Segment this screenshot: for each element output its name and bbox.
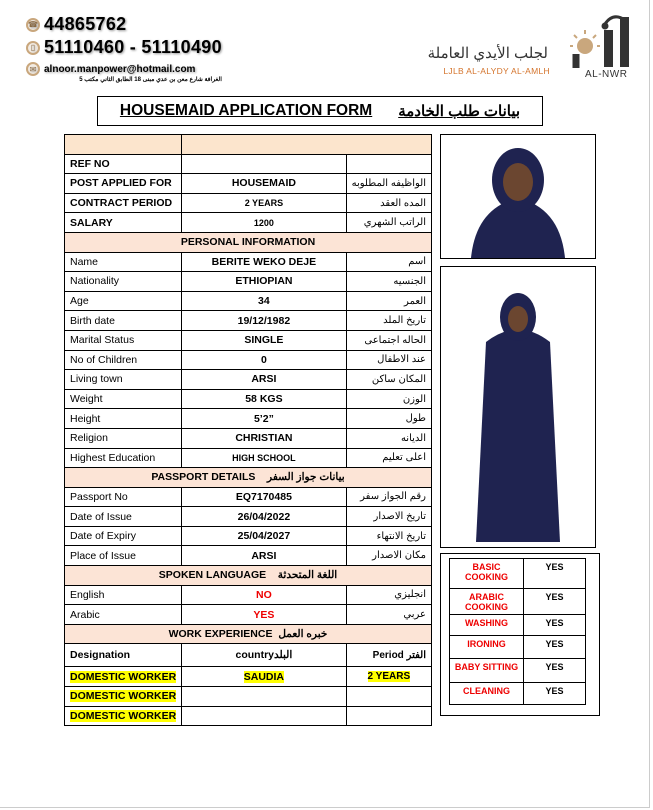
table-row — [65, 252, 432, 272]
language-heading — [65, 566, 432, 586]
phone-number: 44865762 — [44, 14, 127, 34]
row-label-ar: اعلى تعليم — [346, 448, 431, 468]
work-row — [65, 706, 432, 726]
table-row — [65, 585, 432, 605]
row-value: EQ7170485 — [182, 487, 346, 507]
col-period: Period الفتر — [346, 644, 431, 667]
country: SAUDIA — [243, 670, 285, 683]
title-english: HOUSEMAID APPLICATION FORM — [119, 102, 373, 119]
work-row — [65, 667, 432, 687]
row-label: Weight — [65, 389, 182, 409]
table-row — [65, 546, 432, 566]
row-label-ar: تاريخ الملد — [346, 311, 431, 331]
table-row — [65, 605, 432, 625]
table-row — [65, 330, 432, 350]
row-value: HOUSEMAID — [182, 174, 346, 194]
section-header — [65, 566, 432, 586]
row-label: Religion — [65, 428, 182, 448]
logo-transliteration: LJLB AL-ALYDY AL-AMLH — [443, 66, 550, 76]
skill-row — [450, 615, 586, 636]
row-label-ar: المكان ساكن — [346, 370, 431, 390]
row-label: Name — [65, 252, 182, 272]
row-label: Marital Status — [65, 330, 182, 350]
row-label-ar: تاريخ الانتهاء — [346, 526, 431, 546]
row-label-ar: الجنسيه — [346, 272, 431, 292]
heading-en: PASSPORT DETAILS — [151, 471, 256, 484]
row-value: ETHIOPIAN — [182, 272, 346, 292]
heading-en: SPOKEN LANGUAGE — [158, 569, 267, 582]
skill-row — [450, 636, 586, 659]
row-label: SALARY — [65, 213, 182, 233]
row-label: Height — [65, 409, 182, 429]
row-label: Arabic — [65, 605, 182, 625]
application-form-table — [64, 134, 432, 726]
row-label-ar: مكان الاصدار — [346, 546, 431, 566]
row-value: BERITE WEKO DEJE — [182, 252, 346, 272]
full-body-photo — [440, 266, 596, 548]
table-row — [65, 213, 432, 233]
skill-name: ARABIC COOKING — [450, 589, 524, 615]
row-label: POST APPLIED FOR — [65, 174, 182, 194]
mobile-numbers: 51110460 - 51110490 — [44, 37, 222, 57]
row-label-ar: تاريخ الاصدار — [346, 507, 431, 527]
row-label-ar: طول — [346, 409, 431, 429]
logo-mark-icon — [558, 14, 638, 70]
title-arabic: بيانات طلب الخادمة — [398, 103, 521, 120]
contact-info — [26, 14, 222, 83]
skill-value: YES — [524, 636, 586, 659]
row-value — [182, 154, 346, 174]
form-title — [97, 96, 543, 126]
skill-name: CLEANING — [450, 683, 524, 705]
skill-name: WASHING — [450, 615, 524, 636]
row-label-ar: عربي — [346, 605, 431, 625]
portrait-photo — [440, 134, 596, 259]
row-label: Date of Expiry — [65, 526, 182, 546]
period: 2 YEARS — [367, 671, 411, 683]
row-label-ar: عند الاطفال — [346, 350, 431, 370]
row-label: Age — [65, 291, 182, 311]
row-value: 25/04/2027 — [182, 526, 346, 546]
row-value: 1200 — [182, 213, 346, 233]
table-row — [65, 526, 432, 546]
table-row — [65, 193, 432, 213]
row-label-ar: الحاله اجتماعى — [346, 330, 431, 350]
skill-row — [450, 589, 586, 615]
phone-icon: ☎ — [26, 18, 40, 32]
heading-ar: خبره العمل — [278, 628, 328, 641]
skill-row — [450, 559, 586, 589]
skill-row — [450, 683, 586, 705]
row-label: REF NO — [65, 154, 182, 174]
skill-name: BASIC COOKING — [450, 559, 524, 589]
row-label-ar: العمر — [346, 291, 431, 311]
row-label-ar: الراتب الشهري — [346, 213, 431, 233]
section-header — [65, 624, 432, 644]
table-row — [65, 272, 432, 292]
row-label: Highest Education — [65, 448, 182, 468]
row-value: SINGLE — [182, 330, 346, 350]
work-row — [65, 687, 432, 707]
logo-arabic-text: لجلب الأيدي العاملة — [427, 45, 548, 62]
table-row — [65, 507, 432, 527]
designation: DOMESTIC WORKER — [70, 709, 177, 722]
heading-ar: بيانات جواز السفر — [267, 471, 345, 484]
row-value: HIGH SCHOOL — [182, 448, 346, 468]
row-value: 2 YEARS — [182, 193, 346, 213]
heading-ar: اللغة المتحدثة — [277, 569, 338, 582]
row-label-ar: الديانه — [346, 428, 431, 448]
row-label: Living town — [65, 370, 182, 390]
skill-row — [450, 659, 586, 683]
skill-name: BABY SITTING — [450, 659, 524, 683]
row-label-ar — [346, 154, 431, 174]
row-value: ARSI — [182, 370, 346, 390]
skills-box — [440, 553, 600, 716]
email-address: alnoor.manpower@hotmail.com — [44, 63, 196, 75]
table-row — [65, 174, 432, 194]
mobile-icon: ▯ — [26, 41, 40, 55]
row-value: 58 KGS — [182, 389, 346, 409]
row-label-ar: انجليزي — [346, 585, 431, 605]
table-row — [65, 487, 432, 507]
passport-heading — [65, 468, 432, 488]
row-label: Passport No — [65, 487, 182, 507]
table-row — [65, 409, 432, 429]
col-country: countryالبلد — [182, 644, 346, 667]
work-columns-row — [65, 644, 432, 667]
logo-brand: AL-NWR — [585, 69, 628, 80]
row-value: 34 — [182, 291, 346, 311]
row-value: 19/12/1982 — [182, 311, 346, 331]
table-row — [65, 311, 432, 331]
heading-en: WORK EXPERIENCE — [168, 628, 273, 641]
row-value: NO — [182, 585, 346, 605]
email-icon: ✉ — [26, 62, 40, 76]
company-logo — [410, 14, 640, 79]
row-label-ar: الوزن — [346, 389, 431, 409]
row-label: No of Children — [65, 350, 182, 370]
table-row — [65, 370, 432, 390]
row-value: 0 — [182, 350, 346, 370]
table-row — [65, 154, 432, 174]
personal-info-heading: PERSONAL INFORMATION — [65, 232, 432, 252]
row-label: Date of Issue — [65, 507, 182, 527]
table-row — [65, 389, 432, 409]
designation: DOMESTIC WORKER — [70, 690, 177, 703]
skill-value: YES — [524, 615, 586, 636]
full-body-image — [441, 267, 595, 547]
section-header — [65, 232, 432, 252]
row-value: ARSI — [182, 546, 346, 566]
table-row — [65, 291, 432, 311]
row-label: CONTRACT PERIOD — [65, 193, 182, 213]
row-label: Birth date — [65, 311, 182, 331]
row-label: English — [65, 585, 182, 605]
section-header — [65, 468, 432, 488]
row-label-ar: المده العقد — [346, 193, 431, 213]
skill-value: YES — [524, 559, 586, 589]
row-value: 26/04/2022 — [182, 507, 346, 527]
skill-value: YES — [524, 683, 586, 705]
col-designation: Designation — [65, 644, 182, 667]
skill-value: YES — [524, 659, 586, 683]
skill-value: YES — [524, 589, 586, 615]
skill-name: IRONING — [450, 636, 524, 659]
row-value: CHRISTIAN — [182, 428, 346, 448]
row-value: YES — [182, 605, 346, 625]
portrait-image — [441, 135, 595, 258]
table-row — [65, 350, 432, 370]
skills-table — [449, 558, 586, 705]
header-row — [65, 135, 432, 155]
row-label: Place of Issue — [65, 546, 182, 566]
table-row — [65, 428, 432, 448]
work-heading — [65, 624, 432, 644]
row-label-ar: الواظيفه المطلوبه — [346, 174, 431, 194]
designation: DOMESTIC WORKER — [70, 670, 177, 683]
table-row — [65, 448, 432, 468]
row-label-ar: رقم الجواز سفر — [346, 487, 431, 507]
address: الغرافة شارع معن بن عدي مبنى 18 الطابق الثاني مكتب 5 — [79, 77, 222, 83]
row-label: Nationality — [65, 272, 182, 292]
row-value: 5’2” — [182, 409, 346, 429]
row-label-ar: اسم — [346, 252, 431, 272]
